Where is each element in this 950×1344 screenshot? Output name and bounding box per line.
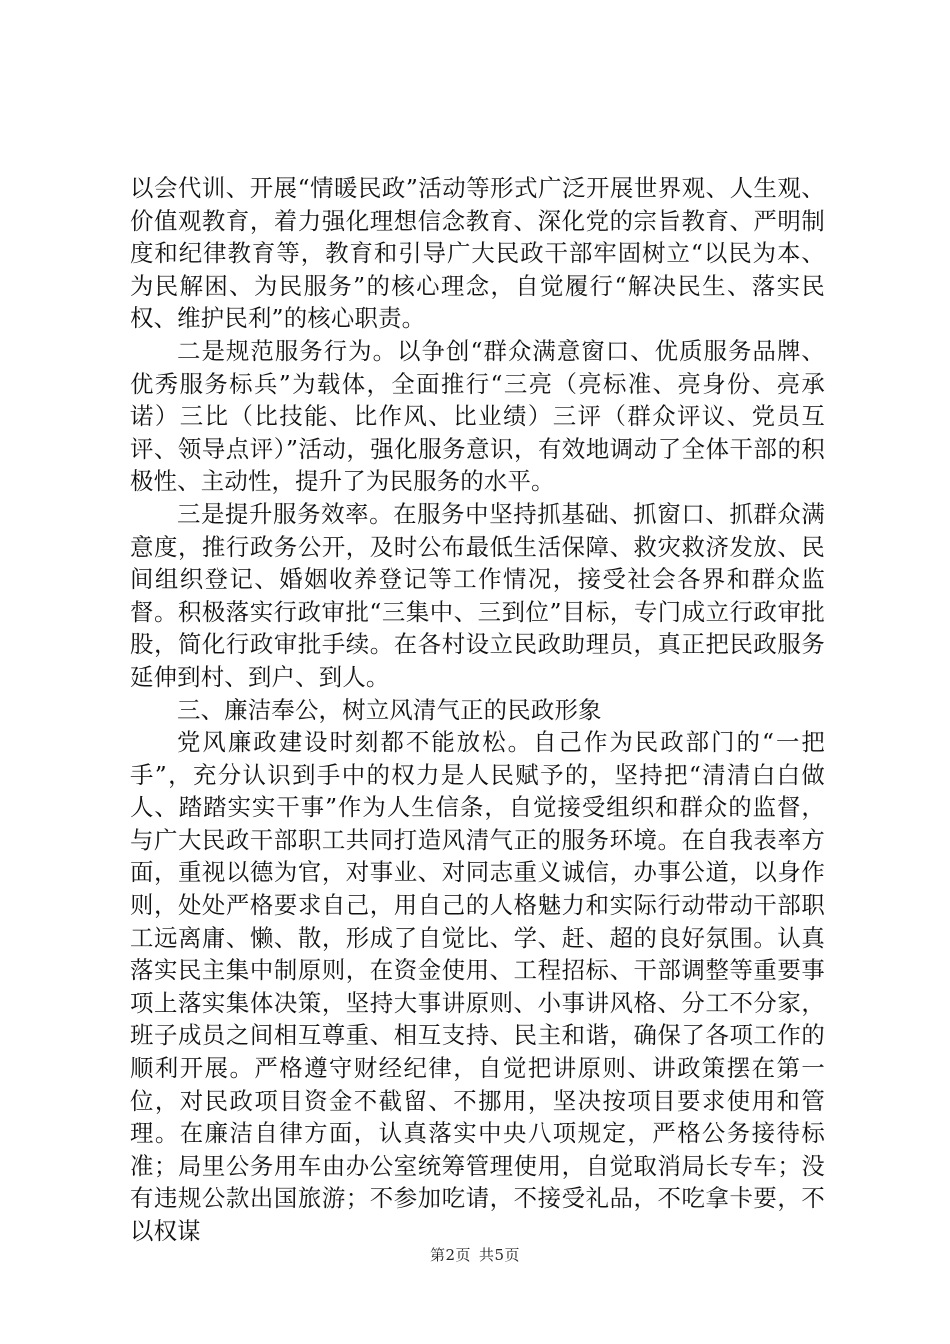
document-body <box>130 172 825 1248</box>
paragraph-2: 二是规范服务行为。以争创“群众满意窗口、优质服务品牌、优秀服务标兵”为载体，全面推行“三亮（亮标准、亮身份、亮承诺）三比（比技能、比作风、比业绩）三评（群众评议、党员互评、领导点评）”活动，强化服务意识，有效地调动了全体干部的积极性、主动性，提升了为民服务的水平。 <box>130 336 825 496</box>
page-footer <box>0 1244 950 1265</box>
paragraph-1: 以会代训、开展“情暖民政”活动等形式广泛开展世界观、人生观、价值观教育，着力强化理想信念教育、深化党的宗旨教育、严明制度和纪律教育等，教育和引导广大民政干部牢固树立“以民为本、为民解困、为民服务”的核心理念，自觉履行“解决民生、落实民权、维护民利”的核心职责。 <box>130 174 825 333</box>
paragraph-3: 三是提升服务效率。在服务中坚持抓基础、抓窗口、抓群众满意度，推行政务公开，及时公布最低生活保障、救灾救济发放、民间组织登记、婚姻收养登记等工作情况，接受社会各界和群众监督。积极落实行政审批“三集中、三到位”目标，专门成立行政审批股，简化行政审批手续。在各村设立民政助理员，真正把民政服务延伸到村、到户、到人。 <box>130 499 825 691</box>
paragraph-4: 党风廉政建设时刻都不能放松。自己作为民政部门的“一把手”，充分认识到手中的权力是人民赋予的，坚持把“清清白白做人、踏踏实实干事”作为人生信条，自觉接受组织和群众的监督，与广大民政干部职工共同打造风清气正的服务环境。在自我表率方面，重视以德为官，对事业、对同志重义诚信，办事公道，以身作则，处处严格要求自己，用自己的人格魅力和实际行动带动干部职工远离庸、懒、散，形成了自觉比、学、赶、超的良好氛围。认真落实民主集中制原则，在资金使用、工程招标、干部调整等重要事项上落实集体决策，坚持大事讲原则、小事讲风格、分工不分家，班子成员之间相互尊重、相互支持、民主和谐，确保了各项工作的顺利开展。严格遵守财经纪律，自觉把讲原则、讲政策摆在第一位，对民政项目资金不截留、不挪用，坚决按项目要求使用和管理。在廉洁自律方面，认真落实中央八项规定，严格公务接待标准；局里公务用车由办公室统筹管理使用，自觉取消局长专车；没有违规公款出国旅游；不参加吃请，不接受礼品，不吃拿卡要，不以权谋 <box>130 728 825 1245</box>
page-total: 共5页 <box>479 1246 521 1264</box>
page-number: 第2页 <box>429 1246 471 1264</box>
section-heading: 三、廉洁奉公，树立风清气正的民政形象 <box>177 695 602 724</box>
